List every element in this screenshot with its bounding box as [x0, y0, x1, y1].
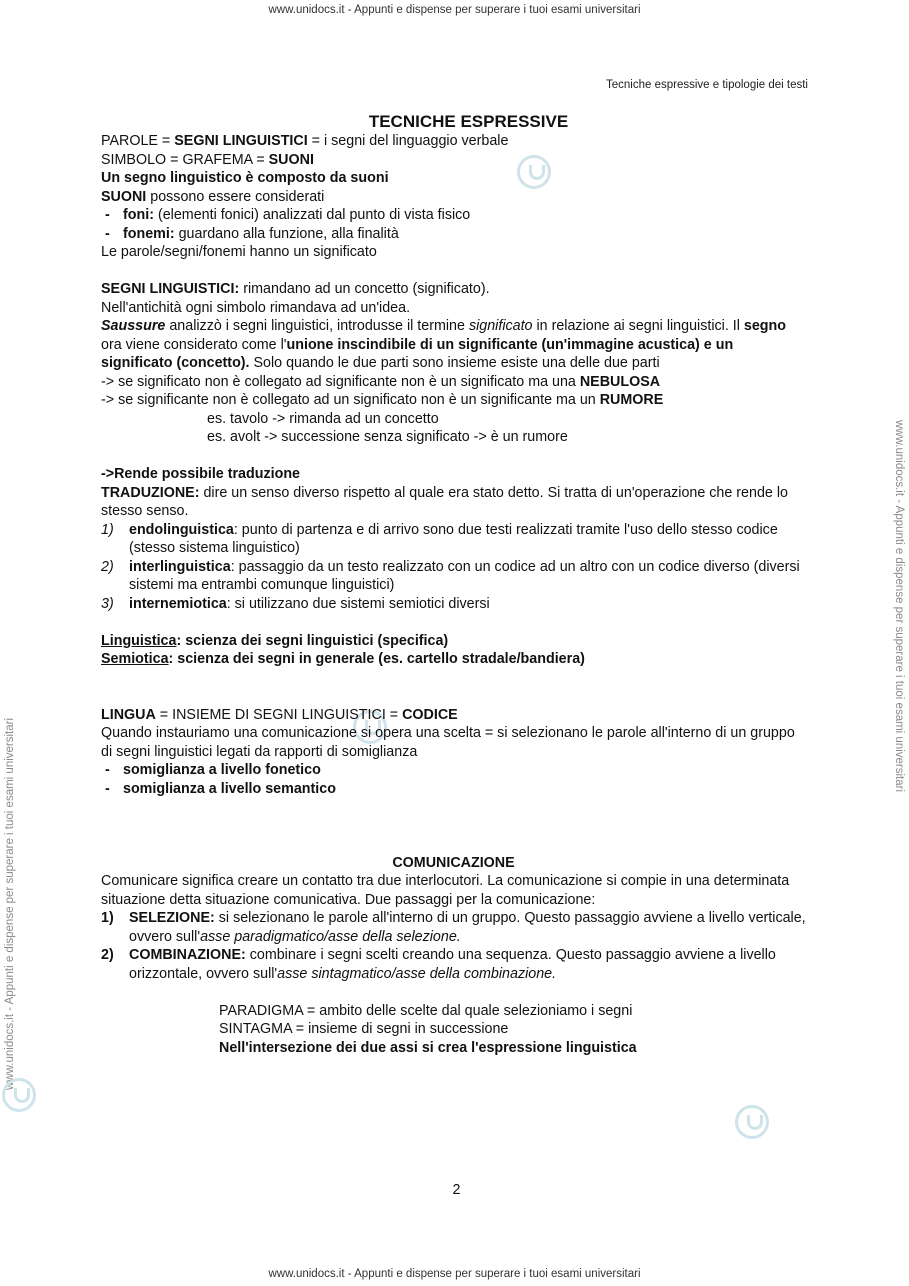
list-item: 3) internemiotica: si utilizzano due sistemi semiotici diversi	[101, 595, 490, 612]
unidocs-logo-icon	[2, 1078, 36, 1112]
text-line: Un segno linguistico è composto da suoni	[101, 170, 389, 186]
text-line: PAROLE = SEGNI LINGUISTICI = i segni del linguaggio verbale	[101, 133, 509, 149]
text-line: -> se significato non è collegato ad significante non è un significato ma una NEBULOSA	[101, 373, 661, 390]
page-number: 2	[452, 1182, 461, 1198]
section-title: COMUNICAZIONE	[392, 854, 515, 871]
text-line: SIMBOLO = GRAFEMA = SUONI	[101, 151, 314, 168]
text-line: ->Rende possibile traduzione	[101, 466, 300, 482]
list-item: 1) SELEZIONE: si selezionano le parole all'interno di un gruppo. Questo passaggio avviene a livello verticale, ovvero sull'asse paradigmatico/asse della selezione.	[101, 910, 806, 945]
paragraph: Comunicare significa creare un contatto tra due interlocutori. La comunicazione si compie in una determinata situazione detta situazione comunicativa. Due passaggi per la comunicazione:	[101, 873, 790, 908]
page-title: TECNICHE ESPRESSIVE	[368, 112, 569, 131]
text-line: Semiotica: scienza dei segni in generale (es. cartello stradale/bandiera)	[101, 651, 585, 667]
list-item: - foni: (elementi fonici) analizzati dal punto di vista fisico	[101, 206, 806, 225]
list-item: 1) endolinguistica: punto di partenza e di arrivo sono due testi realizzati tramite l'uso dello stesso codice (stesso sistema linguistico)	[101, 521, 778, 556]
watermark-bottom: www.unidocs.it - Appunti e dispense per superare i tuoi esami universitari	[268, 1268, 641, 1280]
running-head: Tecniche espressive e tipologie dei testi	[605, 79, 808, 91]
text-line: Nell'antichità ogni simbolo rimandava ad un'idea.	[101, 299, 411, 316]
watermark-left: www.unidocs.it - Appunti e dispense per superare i tuoi esami universitari	[4, 717, 16, 1090]
text-line: Le parole/segni/fonemi hanno un significato	[101, 244, 377, 260]
text-line: SEGNI LINGUISTICI: rimandano ad un concetto (significato).	[101, 281, 490, 297]
list-item: - fonemi: guardano alla funzione, alla finalità	[101, 225, 806, 244]
text-line: Linguistica: scienza dei segni linguistici (specifica)	[101, 632, 449, 649]
list-item: - somiglianza a livello semantico	[101, 780, 806, 799]
paragraph: Saussure analizzò i segni linguistici, introdusse il termine significato in relazione ai segni linguistici. Il segno ora viene considerato come l'unione inscindibile di un significante (un'immagine acustica) e un significato (concetto). Solo quando le due parti sono insieme esiste una delle due parti	[101, 318, 787, 371]
watermark-top: www.unidocs.it - Appunti e dispense per superare i tuoi esami universitari	[268, 4, 641, 16]
paragraph: TRADUZIONE: dire un senso diverso rispetto al quale era stato detto. Si tratta di un'operazione che rende lo stesso senso.	[101, 484, 788, 519]
list-item: - somiglianza a livello fonetico	[101, 761, 806, 780]
text-line: LINGUA = INSIEME DI SEGNI LINGUISTICI = CODICE	[101, 706, 458, 723]
text-line: -> se significante non è collegato ad un significato non è un significante ma un RUMORE	[101, 392, 664, 408]
list-item: 2) interlinguistica: passaggio da un testo realizzato con un codice ad un altro con un codice diverso (diversi sistemi ma entrambi comunque linguistici)	[101, 558, 800, 593]
definition-line: SINTAGMA = insieme di segni in successione	[219, 1021, 509, 1037]
watermark-right: www.unidocs.it - Appunti e dispense per superare i tuoi esami universitari	[893, 420, 905, 793]
example-line: es. avolt -> successione senza significato -> è un rumore	[207, 429, 568, 445]
definition-line: Nell'intersezione dei due assi si crea l'espressione linguistica	[219, 1039, 637, 1056]
example-line: es. tavolo -> rimanda ad un concetto	[207, 410, 439, 427]
paragraph: Quando instauriamo una comunicazione si opera una scelta = si selezionano le parole all'interno di un gruppo di segni linguistici legati da rapporti di somiglianza	[101, 725, 795, 760]
text-line: SUONI possono essere considerati	[101, 188, 325, 205]
definition-line: PARADIGMA = ambito delle scelte dal quale selezioniamo i segni	[219, 1002, 633, 1019]
document-body	[101, 112, 806, 1057]
list-item: 2) COMBINAZIONE: combinare i segni scelti creando una sequenza. Questo passaggio avviene a livello orizzontale, ovvero sull'asse sintagmatico/asse della combinazione.	[101, 947, 776, 982]
unidocs-logo-icon	[735, 1105, 769, 1139]
